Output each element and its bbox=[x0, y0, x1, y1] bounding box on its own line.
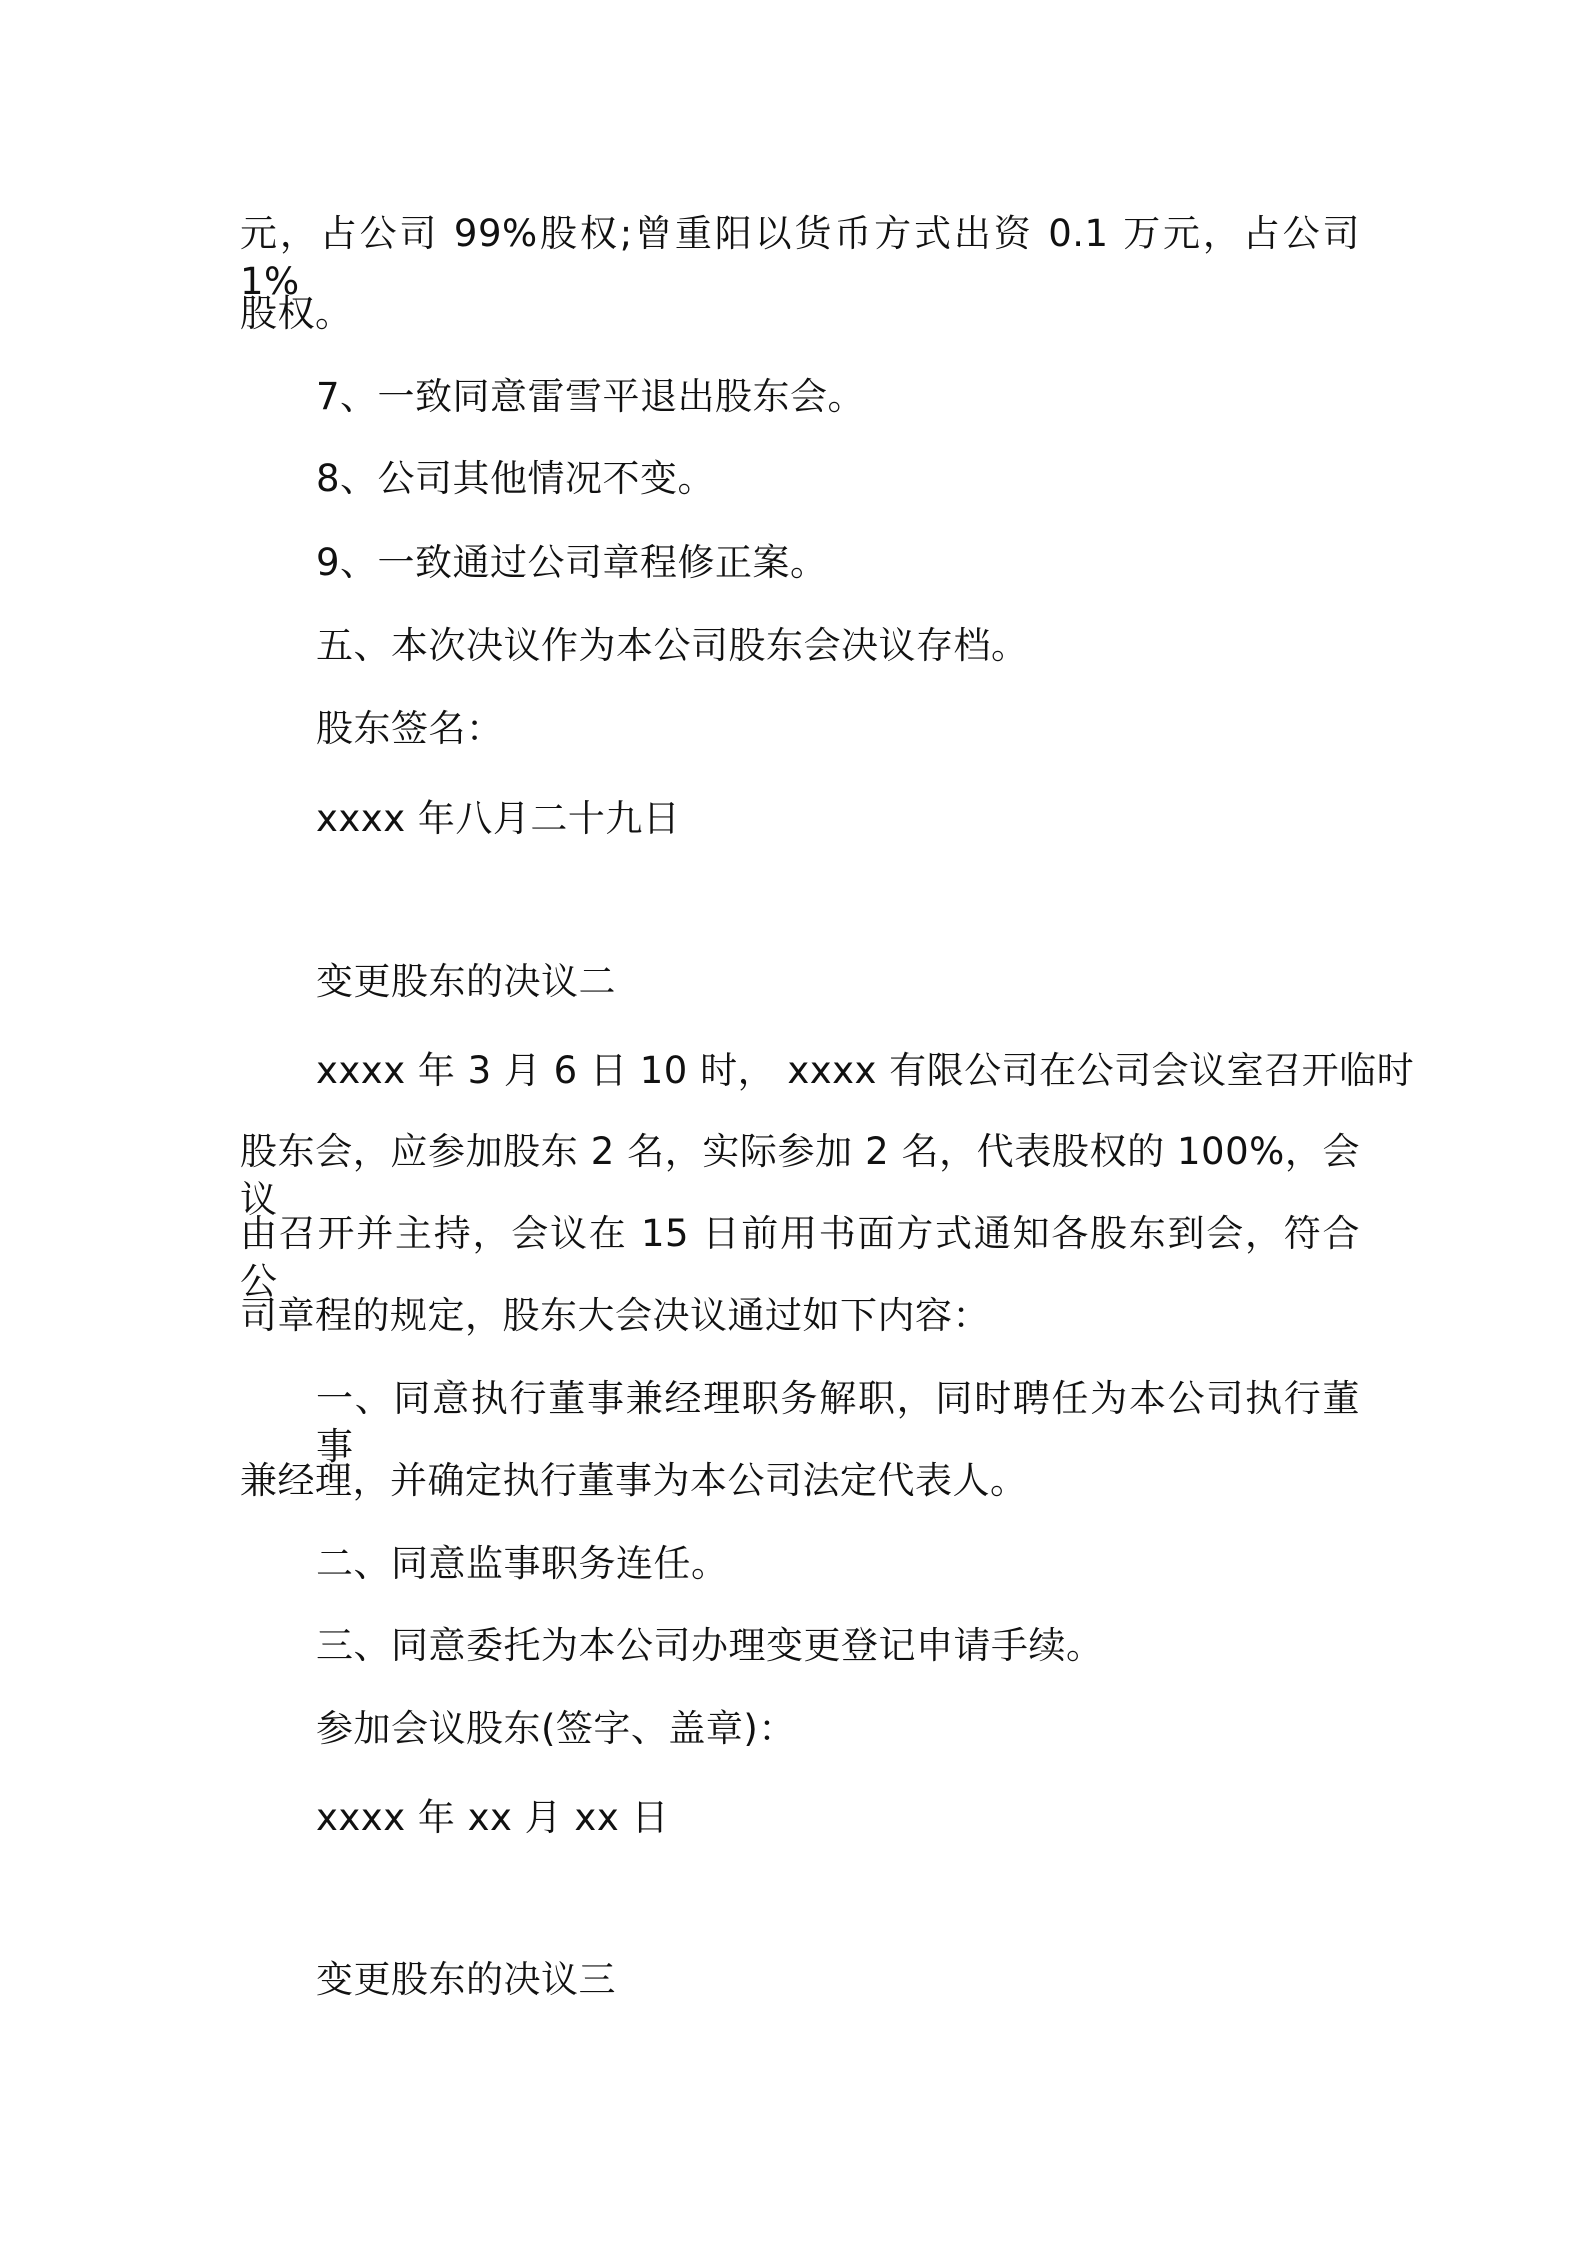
signature-label: 股东签名： bbox=[316, 707, 504, 750]
paragraph-line: 股权。 bbox=[240, 292, 353, 335]
paragraph-line: 股东会，应参加股东 2 名，实际参加 2 名，代表股权的 100%，会议 bbox=[240, 1130, 1360, 1221]
paragraph-line: 由召开并主持，会议在 15 日前用书面方式通知各股东到会，符合公 bbox=[240, 1212, 1360, 1303]
date-line: xxxx 年 xx 月 xx 日 bbox=[316, 1796, 669, 1839]
list-item: 五、本次决议作为本公司股东会决议存档。 bbox=[316, 624, 1029, 667]
section-heading: 变更股东的决议三 bbox=[316, 1958, 616, 2001]
paragraph-line: xxxx 年 3 月 6 日 10 时， xxxx 有限公司在公司会议室召开临时 bbox=[316, 1049, 1415, 1092]
paragraph-line: 司章程的规定，股东大会决议通过如下内容： bbox=[240, 1294, 990, 1337]
paragraph-line: 一、同意执行董事兼经理职务解职，同时聘任为本公司执行董事 bbox=[316, 1377, 1360, 1468]
list-item: 7、一致同意雷雪平退出股东会。 bbox=[316, 375, 866, 418]
list-item: 9、一致通过公司章程修正案。 bbox=[316, 541, 828, 584]
date-line: xxxx 年八月二十九日 bbox=[316, 797, 681, 840]
signature-label: 参加会议股东(签字、盖章)： bbox=[316, 1707, 796, 1750]
list-item: 三、同意委托为本公司办理变更登记申请手续。 bbox=[316, 1624, 1104, 1667]
paragraph-line: 兼经理，并确定执行董事为本公司法定代表人。 bbox=[240, 1459, 1028, 1502]
paragraph-line: 元，占公司 99%股权;曾重阳以货币方式出资 0.1 万元，占公司 1% bbox=[240, 212, 1360, 303]
section-heading: 变更股东的决议二 bbox=[316, 960, 616, 1003]
list-item: 8、公司其他情况不变。 bbox=[316, 457, 716, 500]
list-item: 二、同意监事职务连任。 bbox=[316, 1542, 729, 1585]
